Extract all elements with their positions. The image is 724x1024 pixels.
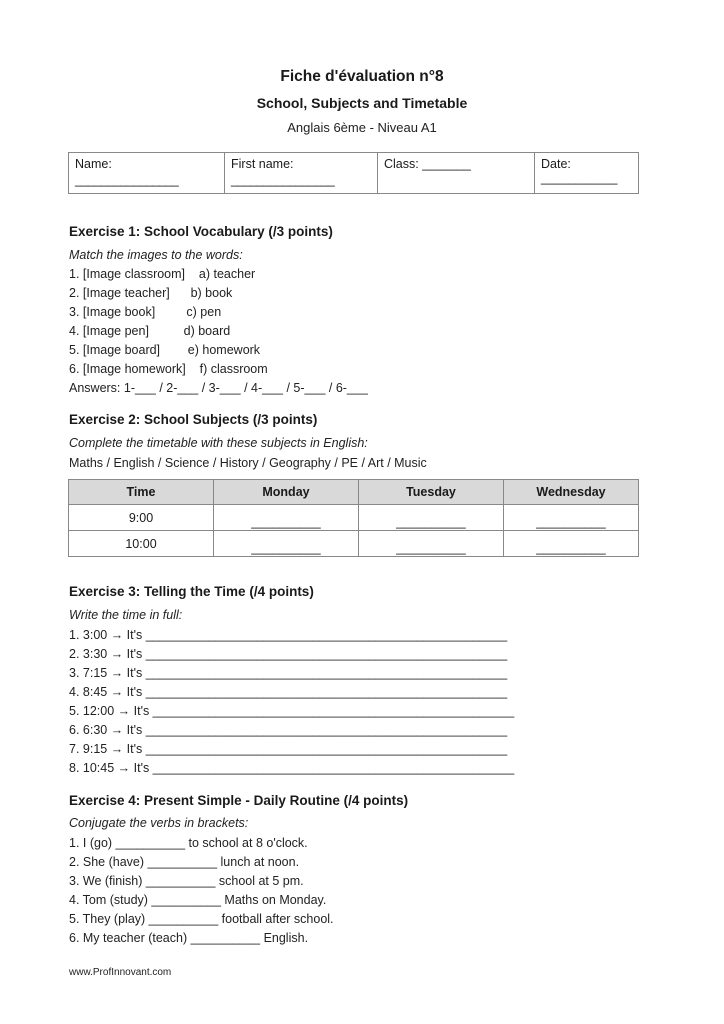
name-blank[interactable]: ________________ (75, 173, 179, 187)
first-name-label: First name: (231, 157, 294, 171)
timetable-row (69, 505, 639, 531)
exercise3-item[interactable]: 2. 3:30 → It's ____________________________________________________ (69, 647, 508, 661)
timetable-row (69, 531, 639, 557)
exercise3-item[interactable]: 5. 12:00 → It's ____________________________________________________ (69, 704, 515, 718)
date-cell[interactable] (535, 153, 639, 194)
exercise3-item[interactable]: 1. 3:00 → It's ____________________________________________________ (69, 628, 508, 642)
timetable-blank-cell[interactable]: __________ (504, 505, 639, 531)
timetable-blank-cell[interactable]: __________ (214, 531, 359, 557)
class-label: Class: _______ (384, 157, 471, 171)
exercise3-instruction: Write the time in full: (69, 608, 183, 622)
timetable-header-monday: Monday (214, 480, 359, 505)
exercise1-answers[interactable]: Answers: 1-___ / 2-___ / 3-___ / 4-___ / 5-___ / 6-___ (69, 381, 368, 395)
exercise3-item[interactable]: 7. 9:15 → It's ____________________________________________________ (69, 742, 508, 756)
exercise4-item[interactable]: 4. Tom (study) __________ Maths on Monday. (69, 893, 327, 907)
exercise3-item[interactable]: 3. 7:15 → It's ____________________________________________________ (69, 666, 508, 680)
timetable-blank-cell[interactable]: __________ (359, 531, 504, 557)
timetable-blank-cell[interactable]: __________ (359, 505, 504, 531)
exercise1-item: 3. [Image book] c) pen (69, 305, 222, 319)
exercise2-instruction: Complete the timetable with these subjects in English: (69, 436, 368, 450)
first-name-cell[interactable] (225, 153, 378, 194)
exercise1-item: 5. [Image board] e) homework (69, 343, 261, 357)
exercise4-item[interactable]: 6. My teacher (teach) __________ English. (69, 931, 309, 945)
exercise4-item[interactable]: 3. We (finish) __________ school at 5 pm. (69, 874, 304, 888)
exercise3-item[interactable]: 6. 6:30 → It's ____________________________________________________ (69, 723, 508, 737)
exercise4-instruction: Conjugate the verbs in brackets: (69, 816, 249, 830)
class-cell[interactable] (378, 153, 535, 194)
date-label: Date: ___________ (541, 157, 618, 185)
subjects-list: Maths / English / Science / History / Geography / PE / Art / Music (69, 456, 427, 470)
first-name-blank[interactable]: ________________ (231, 173, 335, 187)
footer-website[interactable]: www.ProfInnovant.com (69, 967, 172, 978)
exercise4-item[interactable]: 5. They (play) __________ football after school. (69, 912, 334, 926)
exercise1-heading: Exercise 1: School Vocabulary (/3 points) (69, 224, 333, 239)
exercise1-instruction: Match the images to the words: (69, 248, 243, 262)
name-label: Name: (75, 157, 112, 171)
exercise4-item[interactable]: 2. She (have) __________ lunch at noon. (69, 855, 300, 869)
timetable-blank-cell[interactable]: __________ (504, 531, 639, 557)
exercise1-item: 4. [Image pen] d) board (69, 324, 231, 338)
exercise4-heading: Exercise 4: Present Simple - Daily Routine (/4 points) (69, 793, 409, 808)
exercise3-item[interactable]: 8. 10:45 → It's ____________________________________________________ (69, 761, 515, 775)
name-cell[interactable] (69, 153, 225, 194)
timetable-header-time: Time (69, 480, 214, 505)
timetable-header-wednesday: Wednesday (504, 480, 639, 505)
page-subtitle: School, Subjects and Timetable (256, 95, 468, 111)
page-title: Fiche d'évaluation n°8 (280, 68, 444, 85)
exercise3-heading: Exercise 3: Telling the Time (/4 points) (69, 584, 314, 599)
exercise1-item: 6. [Image homework] f) classroom (69, 362, 268, 376)
level-label: Anglais 6ème - Niveau A1 (287, 120, 437, 135)
timetable (68, 479, 639, 557)
exercise1-item: 1. [Image classroom] a) teacher (69, 267, 256, 281)
timetable-time-cell: 10:00 (69, 531, 214, 557)
timetable-header-row (69, 480, 639, 505)
exercise4-item[interactable]: 1. I (go) __________ to school at 8 o'clock. (69, 836, 308, 850)
exercise2-heading: Exercise 2: School Subjects (/3 points) (69, 412, 318, 427)
exercise3-item[interactable]: 4. 8:45 → It's ____________________________________________________ (69, 685, 508, 699)
timetable-blank-cell[interactable]: __________ (214, 505, 359, 531)
exercise1-item: 2. [Image teacher] b) book (69, 286, 233, 300)
student-info-table (68, 152, 639, 194)
timetable-time-cell: 9:00 (69, 505, 214, 531)
timetable-header-tuesday: Tuesday (359, 480, 504, 505)
